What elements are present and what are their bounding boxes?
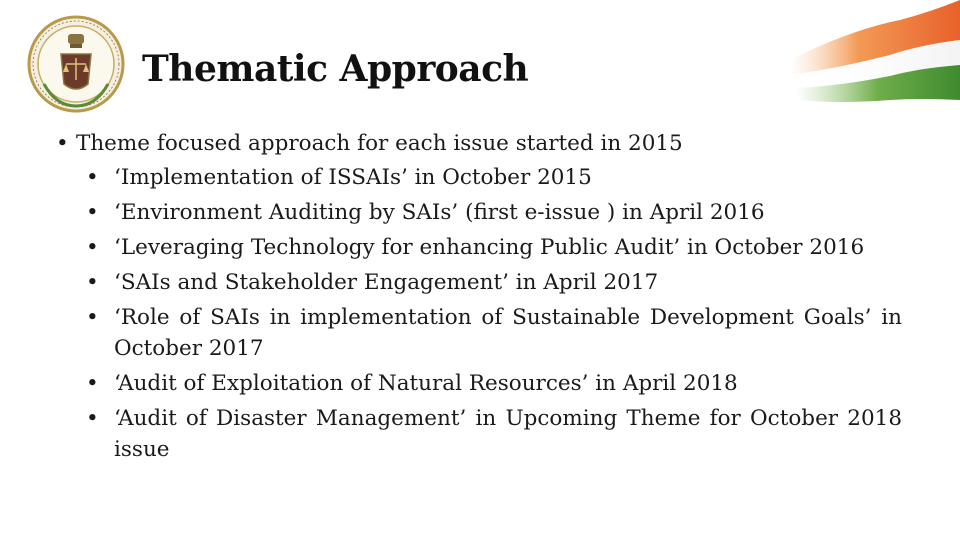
bullet-icon: • — [86, 371, 99, 396]
main-bullet-text: Theme focused approach for each issue started in 2015 — [76, 131, 683, 156]
bullet-icon: • — [86, 270, 99, 295]
sub-bullet-item — [56, 232, 902, 263]
bullet-icon: • — [86, 165, 99, 190]
sub-bullet-item — [56, 162, 902, 193]
tricolor-flag-decoration — [780, 0, 960, 110]
sub-bullet-text: ‘SAIs and Stakeholder Engagement’ in April 2017 — [114, 270, 659, 295]
bullet-list — [56, 128, 902, 469]
sub-bullet-item — [56, 302, 902, 364]
bullet-icon: • — [56, 131, 69, 156]
sub-bullet-item — [56, 368, 902, 399]
slide-title: Thematic Approach — [142, 48, 529, 90]
sub-bullet-list — [56, 162, 902, 465]
sub-bullet-item — [56, 197, 902, 228]
bullet-icon: • — [86, 235, 99, 260]
sub-bullet-text: ‘Environment Auditing by SAIs’ (first e-issue ) in April 2016 — [114, 200, 765, 225]
sub-bullet-text: ‘Role of SAIs in implementation of Sustainable Development Goals’ in October 2017 — [114, 305, 902, 361]
bullet-icon: • — [86, 305, 99, 330]
bullet-icon: • — [86, 200, 99, 225]
sub-bullet-text: ‘Leveraging Technology for enhancing Public Audit’ in October 2016 — [114, 235, 865, 260]
cag-emblem-icon — [26, 14, 126, 114]
sub-bullet-item — [56, 267, 902, 298]
bullet-icon: • — [86, 406, 99, 431]
sub-bullet-item — [56, 403, 902, 465]
sub-bullet-text: ‘Audit of Disaster Management’ in Upcoming Theme for October 2018 issue — [114, 406, 902, 462]
main-bullet-item — [56, 128, 902, 159]
sub-bullet-text: ‘Audit of Exploitation of Natural Resources’ in April 2018 — [114, 371, 738, 396]
sub-bullet-text: ‘Implementation of ISSAIs’ in October 2015 — [114, 165, 592, 190]
